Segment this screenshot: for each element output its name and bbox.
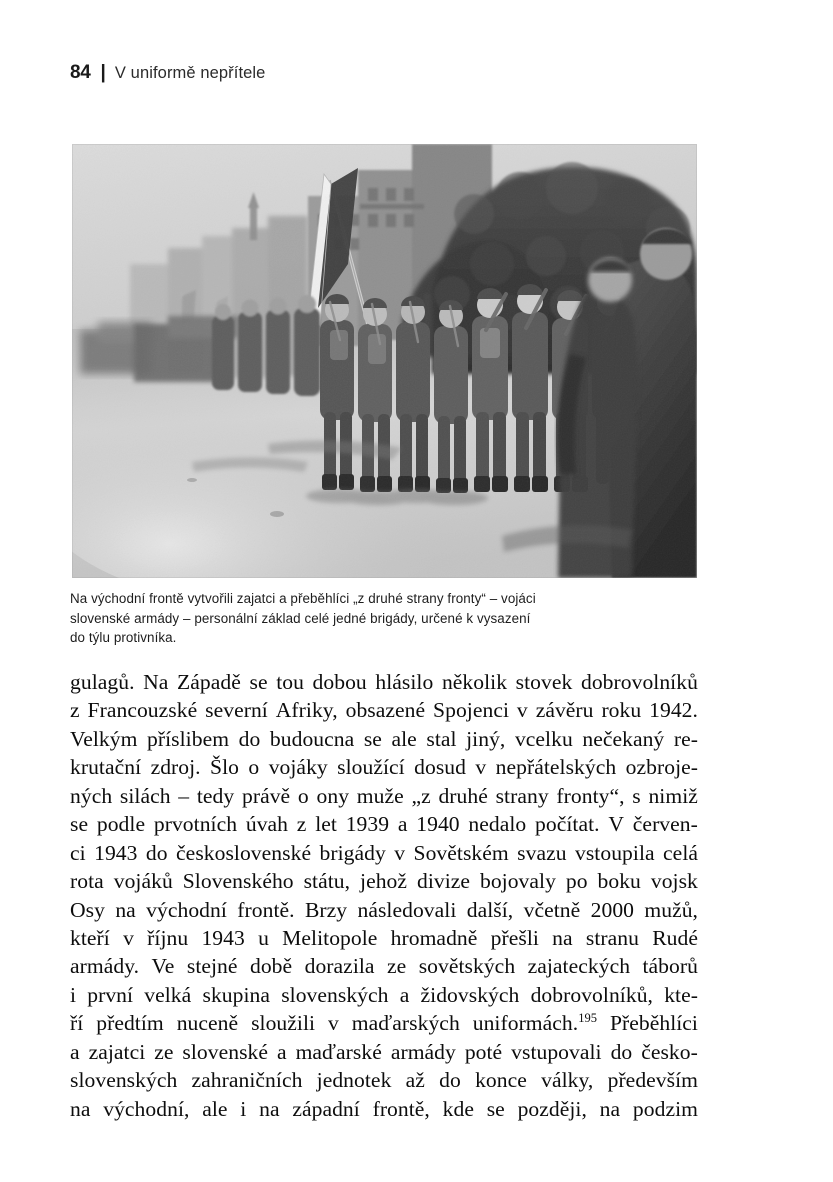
text-word: silách bbox=[119, 783, 171, 808]
text-word: včetně bbox=[523, 897, 581, 922]
text-word: zajateckých bbox=[527, 954, 631, 979]
text-word: na bbox=[552, 925, 573, 950]
text-word: z bbox=[70, 698, 80, 723]
text-word: sloužící bbox=[337, 755, 405, 780]
text-word: z bbox=[296, 812, 307, 837]
text-word: v bbox=[516, 698, 528, 723]
text-word: v bbox=[328, 1011, 339, 1036]
text-line bbox=[70, 810, 698, 838]
text-word: době bbox=[249, 954, 293, 979]
text-word: vojsk bbox=[650, 869, 698, 894]
text-word: prvotních bbox=[153, 812, 238, 837]
text-word: přešli bbox=[490, 925, 539, 950]
text-word: 1939 bbox=[345, 812, 390, 837]
text-word: v bbox=[123, 925, 134, 950]
text-word: hromadně bbox=[390, 925, 478, 950]
text-word: ze bbox=[386, 954, 407, 979]
text-word: dobrovolníků bbox=[580, 670, 698, 694]
text-word: – bbox=[178, 783, 190, 808]
caption-line: slovenské armády – personální základ celé jedné brigády, určené k vysazení bbox=[70, 610, 531, 626]
text-word: stovek bbox=[515, 670, 573, 694]
text-line bbox=[70, 753, 698, 781]
text-word: slovenské bbox=[182, 1039, 269, 1064]
text-word: stranu bbox=[585, 925, 639, 950]
text-word: nečekaný bbox=[582, 726, 665, 751]
text-word: slovenských bbox=[70, 1068, 178, 1093]
text-word: československé bbox=[176, 840, 312, 865]
text-word: zajatci bbox=[88, 1039, 146, 1064]
text-word: uniformách.$^{195}$ bbox=[472, 1011, 597, 1036]
text-word: skupina bbox=[202, 982, 271, 1007]
text-word: a bbox=[399, 982, 410, 1007]
text-word: fronty“, bbox=[556, 783, 625, 808]
text-word: a bbox=[397, 812, 408, 837]
text-word: východní, bbox=[103, 1096, 190, 1121]
text-word: Rudé bbox=[652, 925, 698, 950]
text-word: stejné bbox=[186, 954, 238, 979]
text-word: V bbox=[608, 812, 625, 837]
figure-caption bbox=[70, 589, 702, 648]
text-word: nepřátelských bbox=[495, 755, 617, 780]
text-word: na bbox=[599, 1096, 621, 1121]
text-word: jehož bbox=[360, 869, 408, 894]
text-word: Melitopole bbox=[282, 925, 378, 950]
text-line bbox=[70, 1009, 698, 1037]
text-line bbox=[70, 1095, 698, 1123]
text-word: další, bbox=[466, 897, 514, 922]
text-word: nedalo bbox=[468, 812, 527, 837]
text-word: i bbox=[240, 1096, 247, 1121]
text-word: židovských bbox=[420, 982, 520, 1007]
text-word: Šlo bbox=[210, 755, 240, 780]
text-line bbox=[70, 839, 698, 867]
text-word: rota bbox=[70, 869, 104, 894]
text-word: s bbox=[632, 783, 641, 808]
caption-line: Na východní frontě vytvořili zajatci a přeběhlíci „z druhé strany fronty“ – vojáci bbox=[70, 591, 536, 606]
text-word: na bbox=[259, 1096, 280, 1121]
text-word: kteří bbox=[70, 925, 110, 950]
text-line bbox=[70, 981, 698, 1009]
text-word: slovenských bbox=[281, 982, 389, 1007]
text-word: stal bbox=[426, 726, 457, 751]
text-word: ony bbox=[316, 783, 350, 808]
text-word: později, bbox=[517, 1096, 587, 1121]
text-line bbox=[70, 668, 698, 696]
text-word: mužů, bbox=[644, 897, 698, 922]
text-word: nimiž bbox=[648, 783, 698, 808]
text-word: úvah bbox=[245, 812, 289, 837]
text-word: několik bbox=[441, 670, 508, 694]
text-word: červen- bbox=[632, 812, 698, 837]
text-word: právě bbox=[241, 783, 291, 808]
text-word: maďarské bbox=[295, 1039, 382, 1064]
text-word: celá bbox=[663, 840, 698, 865]
text-word: říjnu bbox=[147, 925, 189, 950]
text-word: Západě bbox=[177, 670, 241, 694]
text-word: bojovaly bbox=[479, 869, 556, 894]
text-word: ci bbox=[70, 840, 86, 865]
text-word: re- bbox=[673, 726, 698, 751]
text-word: ale bbox=[202, 1096, 228, 1121]
text-word: příslibem bbox=[147, 726, 230, 751]
text-word: budoucna bbox=[269, 726, 355, 751]
text-word: vstoupila bbox=[575, 840, 655, 865]
text-line bbox=[70, 952, 698, 980]
text-word: se bbox=[486, 1096, 505, 1121]
text-word: Afriky, bbox=[275, 698, 338, 723]
text-word: frontě, bbox=[372, 1096, 430, 1121]
text-word: na bbox=[115, 897, 136, 922]
text-word: o bbox=[297, 783, 309, 808]
photograph-marching-soldiers bbox=[72, 144, 697, 578]
text-word: Velkým bbox=[70, 726, 138, 751]
text-word: a bbox=[70, 1039, 80, 1064]
text-word: „z bbox=[411, 783, 431, 808]
text-line bbox=[70, 782, 698, 810]
text-word: státu, bbox=[303, 869, 351, 894]
text-word: gulagů. bbox=[70, 670, 135, 694]
text-word: 1940 bbox=[416, 812, 460, 837]
text-word: 2000 bbox=[590, 897, 635, 922]
text-line bbox=[70, 725, 698, 753]
text-word: vcelku bbox=[514, 726, 573, 751]
text-word: zahraničních bbox=[191, 1068, 303, 1093]
text-word: 1943 bbox=[94, 840, 138, 865]
text-word: brigády bbox=[319, 840, 386, 865]
running-title: V uniformě nepřítele bbox=[114, 64, 266, 82]
caption-line: do týlu protivníka. bbox=[70, 630, 177, 646]
text-word: let bbox=[315, 812, 337, 837]
text-word: se bbox=[363, 726, 382, 751]
text-word: Na bbox=[143, 670, 169, 694]
text-word: dosud bbox=[414, 755, 466, 780]
text-word: západní bbox=[292, 1096, 360, 1121]
text-word: podzim bbox=[632, 1096, 698, 1121]
text-word: u bbox=[258, 925, 269, 950]
text-word: frontě. bbox=[237, 897, 295, 922]
text-word: do bbox=[238, 726, 261, 751]
text-line bbox=[70, 867, 698, 895]
text-word: krutační bbox=[70, 755, 142, 780]
text-word: Přeběhlíci bbox=[609, 1011, 698, 1036]
text-word: se bbox=[249, 670, 268, 694]
text-word: o bbox=[248, 755, 260, 780]
text-word: války, bbox=[541, 1068, 594, 1093]
text-word: divize bbox=[416, 869, 471, 894]
text-word: následovali bbox=[357, 897, 457, 922]
text-word: do bbox=[610, 1039, 633, 1064]
text-word: dorazila bbox=[304, 954, 375, 979]
text-word: Francouzské bbox=[87, 698, 198, 723]
text-word: nuceně bbox=[176, 1011, 239, 1036]
text-word: jednotek bbox=[316, 1068, 392, 1093]
text-word: vojáky bbox=[268, 755, 328, 780]
text-word: vojáků bbox=[113, 869, 173, 894]
text-word: kde bbox=[442, 1096, 474, 1121]
text-word: severní bbox=[205, 698, 268, 723]
text-word: dobrovolníků, bbox=[530, 982, 653, 1007]
text-word: jiný, bbox=[466, 726, 506, 751]
text-word: tou bbox=[276, 670, 304, 694]
text-word: muže bbox=[356, 783, 404, 808]
text-word: Brzy bbox=[304, 897, 348, 922]
text-word: Ve bbox=[151, 954, 175, 979]
text-word: Slovenského bbox=[182, 869, 294, 894]
text-word: velká bbox=[144, 982, 192, 1007]
text-word: východní bbox=[146, 897, 227, 922]
text-line bbox=[70, 1038, 698, 1066]
text-word: tedy bbox=[196, 783, 235, 808]
text-word: v bbox=[475, 755, 487, 780]
text-word: dobou bbox=[312, 670, 367, 694]
text-word: ří bbox=[70, 1011, 84, 1036]
text-word: ozbroje- bbox=[625, 755, 698, 780]
text-word: svazu bbox=[517, 840, 567, 865]
text-word: sovětských bbox=[418, 954, 516, 979]
text-word: první bbox=[87, 982, 134, 1007]
text-word: se bbox=[70, 812, 89, 837]
text-word: Sovětském bbox=[413, 840, 509, 865]
running-head-separator: | bbox=[100, 62, 106, 83]
text-line bbox=[70, 696, 698, 724]
text-word: do bbox=[439, 1068, 461, 1093]
text-word: počítat. bbox=[535, 812, 600, 837]
page-number: 84 bbox=[70, 62, 91, 83]
text-word: hlásilo bbox=[375, 670, 434, 694]
text-word: ze bbox=[154, 1039, 174, 1064]
footnote-reference: 195 bbox=[578, 1011, 597, 1026]
text-word: zdroj. bbox=[150, 755, 201, 780]
text-word: až bbox=[405, 1068, 425, 1093]
text-word: druhé bbox=[438, 783, 488, 808]
text-word: především bbox=[607, 1068, 698, 1093]
text-word: ale bbox=[391, 726, 417, 751]
text-word: ných bbox=[70, 783, 113, 808]
text-word: armády bbox=[390, 1039, 456, 1064]
text-line bbox=[70, 1066, 698, 1094]
text-word: předtím bbox=[96, 1011, 164, 1036]
text-word: na bbox=[70, 1096, 91, 1121]
text-word: boku bbox=[597, 869, 641, 894]
text-word: armády. bbox=[70, 954, 140, 979]
text-word: maďarských bbox=[351, 1011, 460, 1036]
text-word: vstupovali bbox=[511, 1039, 602, 1064]
text-word: strany bbox=[495, 783, 549, 808]
text-word: česko- bbox=[641, 1039, 698, 1064]
running-head bbox=[70, 62, 265, 88]
text-word: v bbox=[394, 840, 406, 865]
text-word: Spojenci bbox=[433, 698, 510, 723]
text-word: táborů bbox=[642, 954, 698, 979]
text-word: do bbox=[145, 840, 168, 865]
body-text bbox=[70, 668, 698, 1123]
text-word: po bbox=[565, 869, 588, 894]
text-word: 1942. bbox=[649, 698, 698, 723]
text-word: konce bbox=[475, 1068, 527, 1093]
text-word: 1943 bbox=[201, 925, 245, 950]
text-word: podle bbox=[96, 812, 146, 837]
text-line bbox=[70, 896, 698, 924]
text-word: a bbox=[276, 1039, 287, 1064]
text-word: i bbox=[70, 982, 77, 1007]
text-word: kte- bbox=[664, 982, 698, 1007]
text-line bbox=[70, 924, 698, 952]
text-word: závěru bbox=[535, 698, 594, 723]
text-word: roku bbox=[601, 698, 642, 723]
text-word: Osy bbox=[70, 897, 105, 922]
text-word: sloužili bbox=[251, 1011, 316, 1036]
text-word: obsazené bbox=[345, 698, 426, 723]
figure bbox=[72, 144, 697, 578]
text-word: poté bbox=[464, 1039, 503, 1064]
